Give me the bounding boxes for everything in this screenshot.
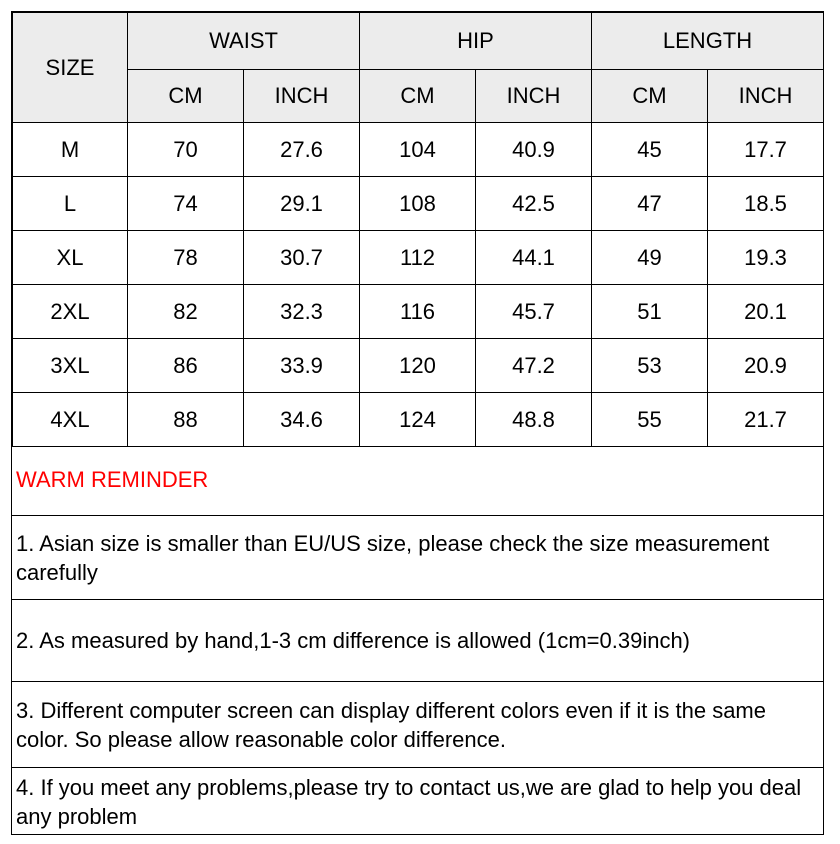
value-cell: 33.9 bbox=[244, 339, 360, 393]
value-cell: 70 bbox=[128, 123, 244, 177]
length-header: LENGTH bbox=[592, 13, 824, 70]
value-cell: 53 bbox=[592, 339, 708, 393]
value-cell: 21.7 bbox=[708, 393, 824, 447]
value-cell: 47 bbox=[592, 177, 708, 231]
value-cell: 42.5 bbox=[476, 177, 592, 231]
value-cell: 86 bbox=[128, 339, 244, 393]
size-cell: 4XL bbox=[13, 393, 128, 447]
value-cell: 124 bbox=[360, 393, 476, 447]
value-cell: 49 bbox=[592, 231, 708, 285]
table-row bbox=[13, 285, 824, 339]
value-cell: 27.6 bbox=[244, 123, 360, 177]
size-chart bbox=[11, 11, 824, 835]
size-table bbox=[12, 12, 824, 447]
header-row-groups bbox=[13, 13, 824, 70]
table-row bbox=[13, 231, 824, 285]
reminder-note-2: 2. As measured by hand,1-3 cm difference is allowed (1cm=0.39inch) bbox=[12, 599, 823, 681]
value-cell: 104 bbox=[360, 123, 476, 177]
value-cell: 45.7 bbox=[476, 285, 592, 339]
value-cell: 78 bbox=[128, 231, 244, 285]
value-cell: 34.6 bbox=[244, 393, 360, 447]
value-cell: 19.3 bbox=[708, 231, 824, 285]
table-row bbox=[13, 393, 824, 447]
table-row bbox=[13, 177, 824, 231]
unit-header: INCH bbox=[708, 70, 824, 123]
unit-header: CM bbox=[128, 70, 244, 123]
warm-reminder-section bbox=[12, 444, 823, 836]
value-cell: 51 bbox=[592, 285, 708, 339]
waist-header: WAIST bbox=[128, 13, 360, 70]
value-cell: 45 bbox=[592, 123, 708, 177]
size-cell: L bbox=[13, 177, 128, 231]
unit-header: INCH bbox=[476, 70, 592, 123]
value-cell: 32.3 bbox=[244, 285, 360, 339]
unit-header: CM bbox=[592, 70, 708, 123]
value-cell: 20.9 bbox=[708, 339, 824, 393]
value-cell: 108 bbox=[360, 177, 476, 231]
value-cell: 88 bbox=[128, 393, 244, 447]
hip-header: HIP bbox=[360, 13, 592, 70]
value-cell: 48.8 bbox=[476, 393, 592, 447]
value-cell: 82 bbox=[128, 285, 244, 339]
value-cell: 47.2 bbox=[476, 339, 592, 393]
size-header: SIZE bbox=[13, 13, 128, 123]
value-cell: 20.1 bbox=[708, 285, 824, 339]
value-cell: 18.5 bbox=[708, 177, 824, 231]
value-cell: 55 bbox=[592, 393, 708, 447]
size-cell: XL bbox=[13, 231, 128, 285]
size-cell: 2XL bbox=[13, 285, 128, 339]
value-cell: 17.7 bbox=[708, 123, 824, 177]
value-cell: 40.9 bbox=[476, 123, 592, 177]
table-row bbox=[13, 339, 824, 393]
size-cell: 3XL bbox=[13, 339, 128, 393]
warm-reminder-title: WARM REMINDER bbox=[16, 467, 209, 492]
unit-header: INCH bbox=[244, 70, 360, 123]
value-cell: 44.1 bbox=[476, 231, 592, 285]
value-cell: 112 bbox=[360, 231, 476, 285]
unit-header: CM bbox=[360, 70, 476, 123]
value-cell: 74 bbox=[128, 177, 244, 231]
reminder-note-1: 1. Asian size is smaller than EU/US size, please check the size measurement carefully bbox=[12, 515, 823, 599]
table-row bbox=[13, 123, 824, 177]
size-cell: M bbox=[13, 123, 128, 177]
value-cell: 30.7 bbox=[244, 231, 360, 285]
reminder-note-3: 3. Different computer screen can display different colors even if it is the same color. So please allow reasonable color difference. bbox=[12, 681, 823, 767]
reminder-note-4: 4. If you meet any problems,please try to contact us,we are glad to help you deal any problem bbox=[12, 767, 823, 836]
value-cell: 29.1 bbox=[244, 177, 360, 231]
value-cell: 120 bbox=[360, 339, 476, 393]
header-row-units bbox=[13, 70, 824, 123]
value-cell: 116 bbox=[360, 285, 476, 339]
